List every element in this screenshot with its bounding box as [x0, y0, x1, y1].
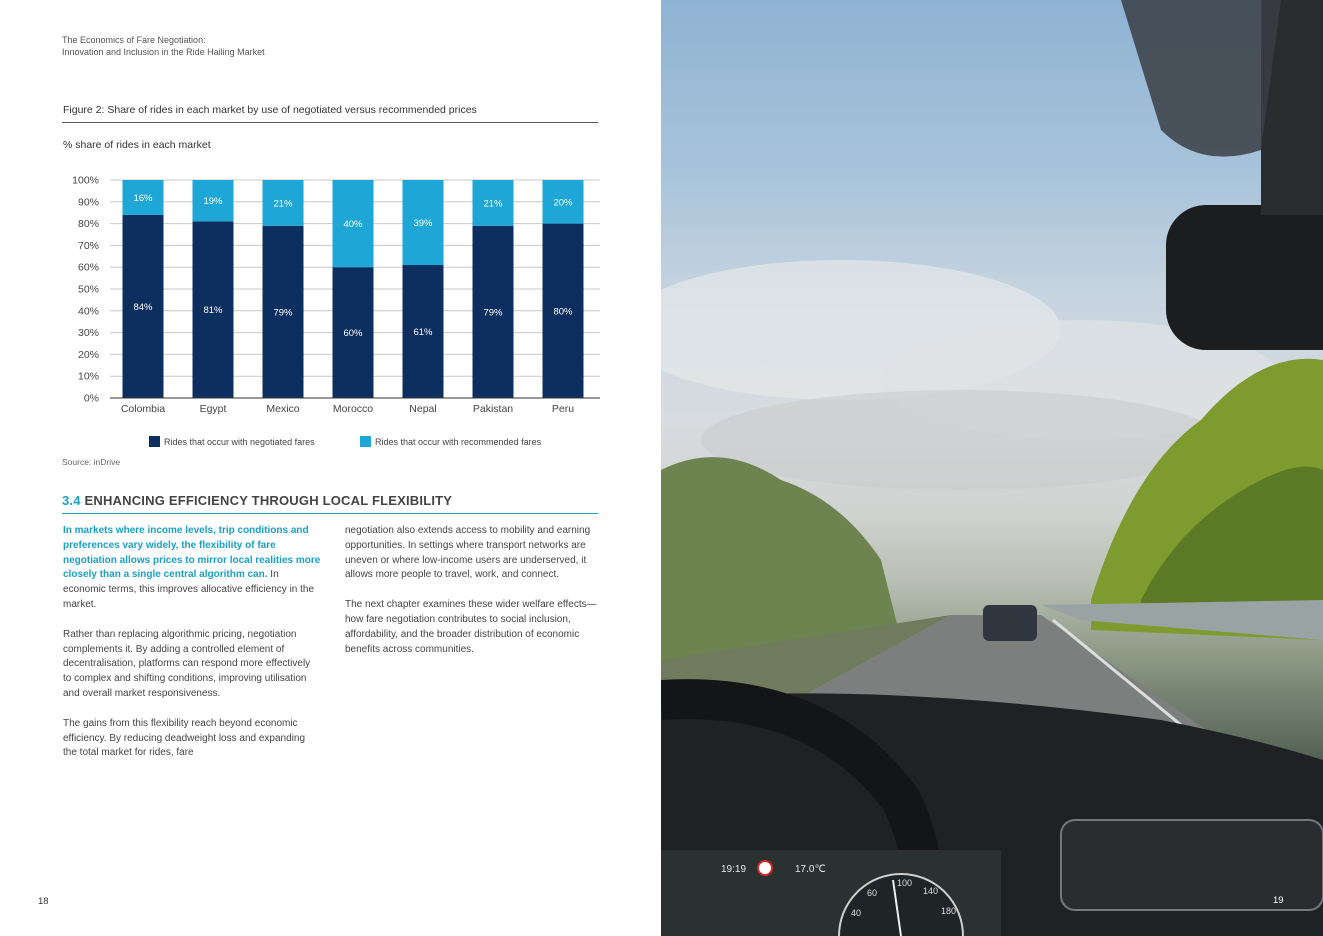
y-tick-label: 40%: [77, 305, 99, 318]
x-tick-label: Nepal: [409, 403, 437, 415]
data-label: 19%: [203, 196, 223, 208]
y-tick-label: 80%: [77, 218, 99, 231]
figure-source: Source: inDrive: [62, 457, 121, 467]
y-tick-label: 50%: [77, 283, 99, 296]
page-number-left: 18: [38, 896, 49, 907]
data-label: 84%: [133, 301, 153, 313]
x-tick-label: Colombia: [120, 403, 166, 415]
windshield-sensor: [1121, 0, 1281, 157]
figure-title: Figure 2: Share of rides in each market by use of negotiated versus recommended prices: [63, 104, 477, 116]
legend-label-recommended: Rides that occur with recommended fares: [375, 436, 542, 447]
data-label: 21%: [273, 198, 293, 210]
running-header: [62, 34, 265, 58]
gauge-tick: 40: [851, 908, 862, 918]
y-tick-label: 0%: [83, 392, 99, 405]
y-tick-label: 10%: [77, 370, 99, 383]
data-label: 81%: [203, 305, 223, 317]
legend-label-negotiated: Rides that occur with negotiated fares: [164, 436, 315, 447]
section-rule: [62, 513, 598, 514]
cloud: [701, 390, 1221, 490]
header-line-1: The Economics of Fare Negotiation:: [62, 35, 206, 45]
x-tick-label: Egypt: [199, 403, 227, 415]
x-tick-label: Morocco: [332, 403, 374, 415]
paragraph-3: The gains from this flexibility reach beyond economic efficiency. By reducing deadweight loss and expanding the total market for rides, fare: [63, 717, 306, 759]
left-page: [0, 0, 661, 936]
data-label: 61%: [413, 327, 433, 339]
text-column-2: [345, 524, 597, 672]
guardrail-right: [1041, 600, 1323, 640]
paragraph-4: negotiation also extends access to mobility and earning opportunities. In settings where transport networks are uneven or where low-income users are underserved, it allows more people to travel, work, and connect.: [345, 525, 591, 581]
paragraph-2: Rather than replacing algorithmic pricing, negotiation complements it. By adding a controlled element of decentralisation, platforms can respond more effectively to complex and shifting conditions, improving utilisation and overall market responsiveness.: [63, 628, 311, 699]
gauge-tick: 180: [941, 906, 957, 916]
y-tick-label: 70%: [77, 239, 99, 252]
section-number: 3.4: [62, 493, 81, 508]
data-label: 20%: [553, 197, 573, 209]
legend-item-negotiated: [149, 436, 315, 447]
legend-swatch-negotiated: [149, 436, 160, 447]
car-ahead: [983, 605, 1037, 641]
x-tick-label: Pakistan: [472, 403, 514, 415]
section-heading: [62, 493, 452, 508]
paragraph-1-rest: In economic terms, this improves allocative efficiency in the market.: [63, 569, 315, 610]
data-label: 79%: [483, 307, 503, 319]
data-label: 39%: [413, 218, 433, 230]
gauge-tick: 100: [897, 878, 913, 888]
data-label: 80%: [553, 306, 573, 318]
x-tick-label: Peru: [551, 403, 575, 415]
temperature-text: 17.0℃: [795, 864, 826, 875]
text-column-1: [63, 524, 321, 776]
data-label: 40%: [343, 219, 363, 231]
speed-limit-sign: [758, 861, 772, 875]
legend-item-recommended: [360, 436, 541, 447]
gauge-tick: 140: [923, 886, 939, 896]
rearview-mirror: [1166, 205, 1323, 350]
paragraph-5: The next chapter examines these wider welfare effects—how fare negotiation contributes to social inclusion, affordability, and the broader distribution of economic benefits across communities.: [345, 599, 597, 655]
stacked-bar-chart: [55, 170, 615, 420]
highlighted-lead: In markets where income levels, trip conditions and preferences vary widely, the flexibility of fare negotiation allows prices to mirror local realities more closely than a single central algorithm can.: [63, 525, 321, 581]
x-tick-label: Mexico: [266, 403, 300, 415]
air-vent: [1061, 820, 1323, 910]
gauge-tick: 60: [867, 888, 878, 898]
legend-swatch-recommended: [360, 436, 371, 447]
photo-illustration: [661, 0, 1323, 936]
clock-text: 19:19: [721, 864, 747, 875]
y-tick-label: 60%: [77, 261, 99, 274]
page-number-right: 19: [1273, 895, 1284, 906]
y-tick-label: 20%: [77, 348, 99, 361]
data-label: 79%: [273, 307, 293, 319]
header-line-2: Innovation and Inclusion in the Ride Hailing Market: [62, 47, 265, 57]
y-tick-label: 30%: [77, 327, 99, 340]
figure-title-rule: [62, 122, 598, 123]
y-tick-label: 100%: [72, 174, 99, 187]
data-label: 16%: [133, 192, 153, 204]
chart-y-label: % share of rides in each market: [63, 139, 211, 151]
car-dashboard-photo: [661, 0, 1323, 936]
data-label: 21%: [483, 198, 503, 210]
data-label: 60%: [343, 328, 363, 340]
y-tick-label: 90%: [77, 196, 99, 209]
section-title: ENHANCING EFFICIENCY THROUGH LOCAL FLEXIBILITY: [84, 493, 453, 508]
paragraph-1: [63, 524, 321, 613]
